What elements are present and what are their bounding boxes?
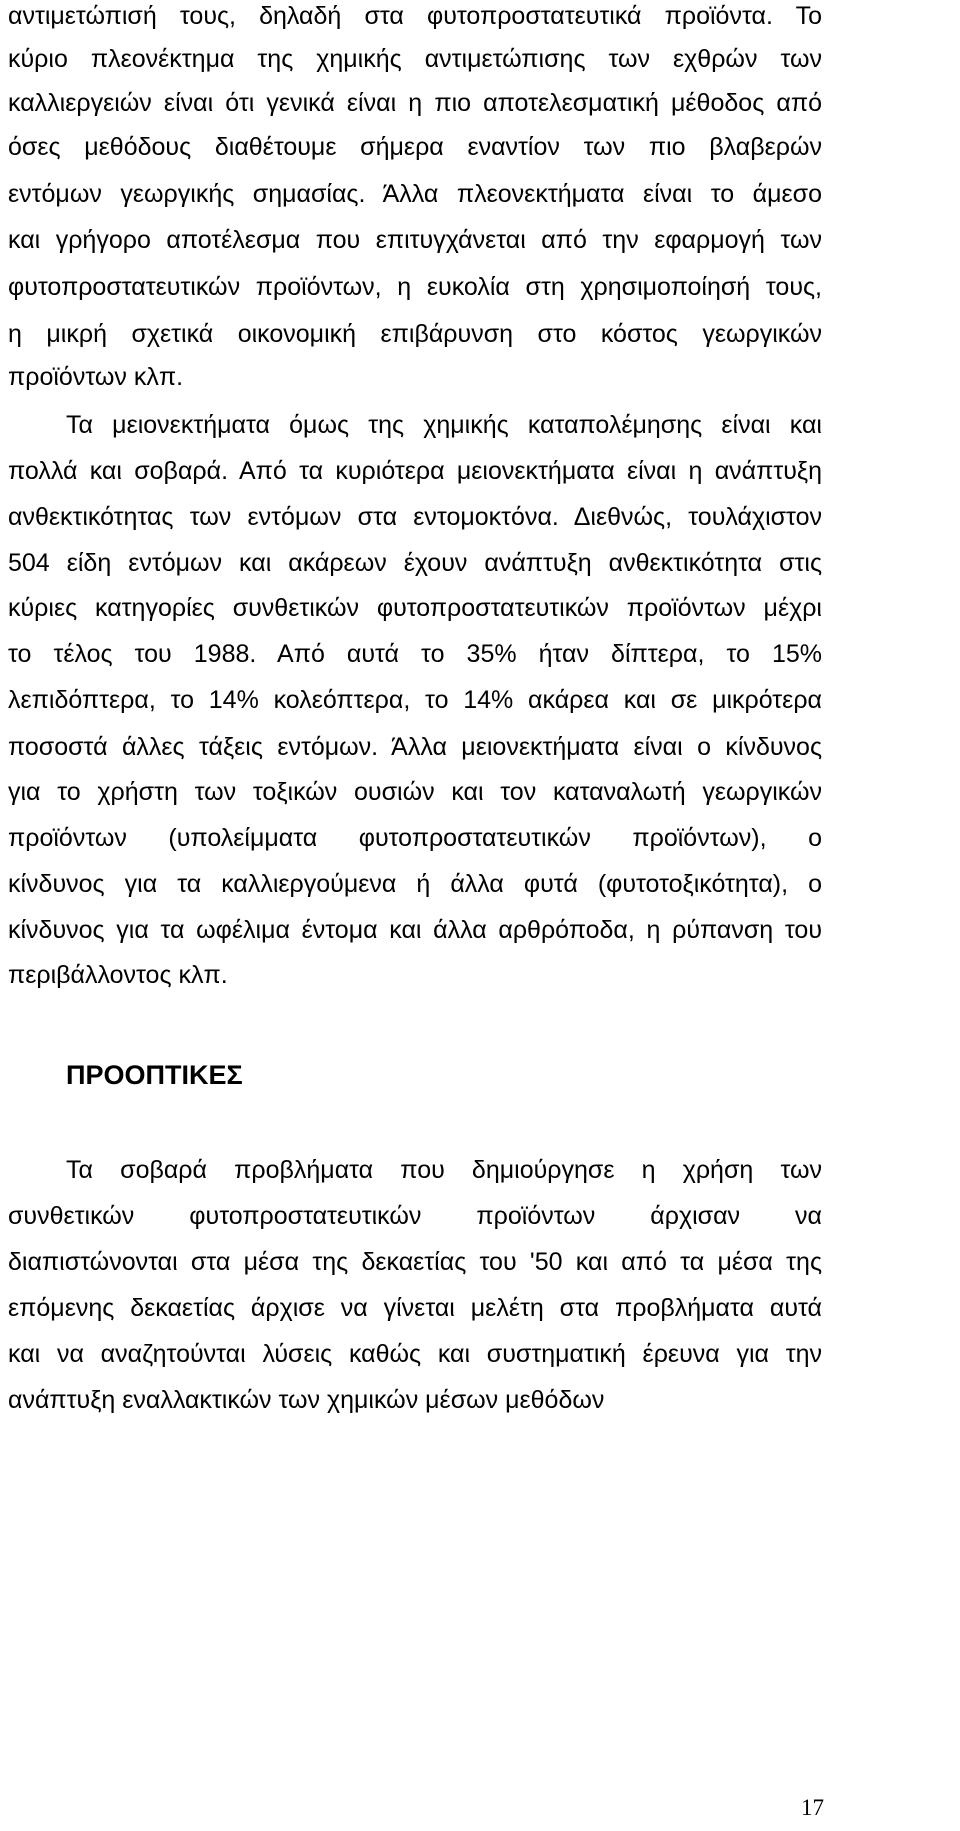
text-line: αντιμετώπισή τους, δηλαδή στα φυτοπροστατευτικά προϊόντα. Το (8, 2, 822, 30)
page-number: 17 (801, 1795, 824, 1820)
text-line: πολλά και σοβαρά. Από τα κυριότερα μειονεκτήματα είναι η ανάπτυξη (8, 457, 822, 485)
text-line: λεπιδόπτερα, το 14% κολεόπτερα, το 14% ακάρεα και σε μικρότερα (8, 686, 822, 714)
text-line: για το χρήστη των τοξικών ουσιών και τον καταναλωτή γεωργικών (8, 778, 822, 806)
text-line: το τέλος του 1988. Από αυτά το 35% ήταν δίπτερα, το 15% (8, 640, 822, 668)
text-line: ανάπτυξη εναλλακτικών των χημικών μέσων μεθόδων (8, 1386, 605, 1414)
text-line: εντόμων γεωργικής σημασίας. Άλλα πλεονεκτήματα είναι το άμεσο (8, 180, 822, 208)
text-line: κίνδυνος για τα καλλιεργούμενα ή άλλα φυτά (φυτοτοξικότητα), ο (8, 870, 822, 898)
section-heading: ΠΡΟΟΠΤΙΚΕΣ (66, 1060, 243, 1090)
text-line: προϊόντων κλπ. (8, 363, 184, 391)
text-line: διαπιστώνονται στα μέσα της δεκαετίας του '50 και από τα μέσα της (8, 1248, 822, 1276)
text-line: η μικρή σχετικά οικονομική επιβάρυνση στο κόστος γεωργικών (8, 320, 822, 348)
text-line: και να αναζητούνται λύσεις καθώς και συστηματική έρευνα για την (8, 1340, 822, 1368)
text-line: φυτοπροστατευτικών προϊόντων, η ευκολία στη χρησιμοποίησή τους, (8, 273, 822, 301)
text-line: κίνδυνος για τα ωφέλιμα έντομα και άλλα αρθρόποδα, η ρύπανση του (8, 916, 822, 944)
text-line: κύριο πλεονέκτημα της χημικής αντιμετώπισης των εχθρών των (8, 45, 822, 73)
text-line: ποσοστά άλλες τάξεις εντόμων. Άλλα μειονεκτήματα είναι ο κίνδυνος (8, 733, 822, 761)
text-line: και γρήγορο αποτέλεσμα που επιτυγχάνεται από την εφαρμογή των (8, 226, 822, 254)
text-line: κύριες κατηγορίες συνθετικών φυτοπροστατευτικών προϊόντων μέχρι (8, 594, 822, 622)
text-line: συνθετικών φυτοπροστατευτικών προϊόντων άρχισαν να (8, 1202, 822, 1230)
text-line: προϊόντων (υπολείμματα φυτοπροστατευτικών προϊόντων), ο (8, 824, 822, 852)
text-line: όσες μεθόδους διαθέτουμε σήμερα εναντίον των πιο βλαβερών (8, 133, 822, 161)
text-line: 504 είδη εντόμων και ακάρεων έχουν ανάπτυξη ανθεκτικότητα στις (8, 549, 822, 577)
text-line: επόμενης δεκαετίας άρχισε να γίνεται μελέτη στα προβλήματα αυτά (8, 1294, 822, 1322)
text-line: ανθεκτικότητας των εντόμων στα εντομοκτόνα. Διεθνώς, τουλάχιστον (8, 503, 822, 531)
text-line: περιβάλλοντος κλπ. (8, 961, 228, 989)
text-line: καλλιεργειών είναι ότι γενικά είναι η πιο αποτελεσματική μέθοδος από (8, 89, 822, 117)
text-line: Τα σοβαρά προβλήματα που δημιούργησε η χρήση των (66, 1156, 822, 1184)
text-line: Τα μειονεκτήματα όμως της χημικής καταπολέμησης είναι και (66, 411, 822, 439)
